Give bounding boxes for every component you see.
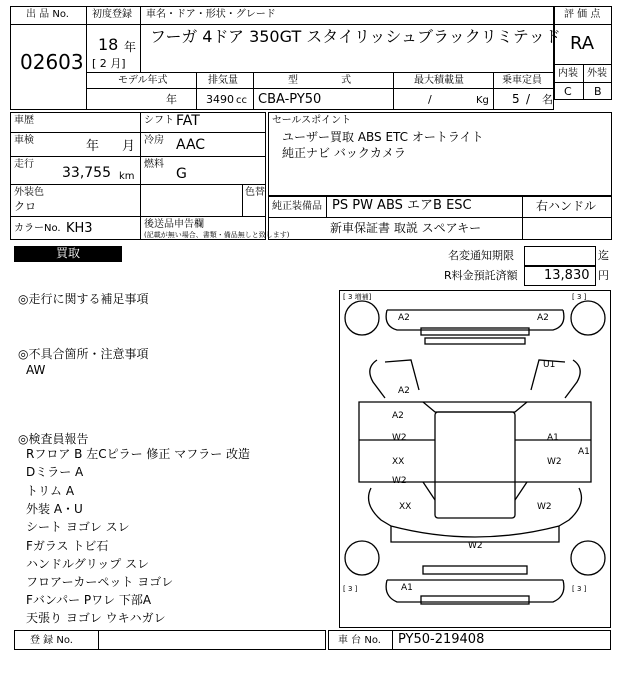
- mark-pillar-right: U1: [543, 360, 556, 370]
- lot-number: 02603: [20, 50, 84, 74]
- exterior-label: 外装: [587, 68, 607, 79]
- color-no-label: カラーNo.: [14, 223, 61, 234]
- type-label: 型 式: [288, 75, 352, 86]
- inspector-line-3: トリム A: [26, 484, 75, 498]
- sales-point-2: 純正ナビ バックカメラ: [282, 146, 406, 160]
- chassis-label: 車 台 No.: [338, 635, 381, 646]
- year-unit: 年: [124, 40, 137, 54]
- km-unit: km: [119, 171, 135, 182]
- defect-item: AW: [26, 363, 46, 377]
- name-change-unit: 迄: [598, 249, 609, 262]
- handle-value: 右ハンドル: [536, 199, 597, 213]
- aftermarket-label: 後送品申告欄: [144, 219, 204, 230]
- inspector-line-2: Dミラー A: [26, 465, 84, 479]
- equipment-label: 純正装備品: [272, 201, 322, 212]
- inspection-year-unit: 年: [86, 139, 100, 154]
- recycle-unit: 円: [598, 269, 609, 282]
- mileage-label: 走行: [14, 159, 34, 170]
- mark-fender-left: A2: [392, 411, 404, 421]
- shift-label: シフト: [144, 115, 174, 126]
- kg-unit: Kg: [476, 95, 489, 106]
- mark-door-lr: W2: [392, 476, 407, 486]
- vehicle-name: フーガ 4ドア 350GT スタイリッシュブラックリミテッド: [150, 27, 561, 46]
- inspector-title: ◎検査員報告: [18, 432, 89, 446]
- rating-value: RA: [570, 33, 595, 54]
- max-load-label: 最大積載量: [414, 75, 464, 86]
- vehicle-label: 車名・ドア・形状・グレード: [146, 9, 276, 20]
- mark-door-rf: A1: [547, 433, 559, 443]
- history-label: 車歴: [14, 115, 34, 126]
- inspector-line-8: フロアーカーペット ヨゴレ: [26, 575, 174, 589]
- aftermarket-note: (記載が無い場合、書類・備品無しと致します): [144, 231, 290, 239]
- inspector-line-1: Rフロア B 左Cピラー 修正 マフラー 改造: [26, 447, 251, 461]
- interior-grade: C: [564, 85, 572, 98]
- max-load-value: /: [428, 93, 432, 106]
- sales-label: セールスポイント: [272, 115, 352, 126]
- inspector-line-5: シート ヨゴレ スレ: [26, 520, 130, 534]
- rating-label: 評 価 点: [564, 9, 601, 20]
- ext-color-label: 外装色: [14, 187, 44, 198]
- displacement-value: 3490: [206, 93, 234, 106]
- inspector-line-6: Fガラス トビ石: [26, 539, 109, 553]
- mileage-value: 33,755: [62, 165, 111, 181]
- capacity-value: 5: [512, 92, 520, 106]
- corner-tl: [ 3 増補]: [343, 293, 372, 301]
- shift-value: FAT: [176, 113, 200, 129]
- driving-notes-title: ◎走行に関する補足事項: [18, 292, 149, 306]
- mark-quarter-right: A1: [578, 447, 590, 457]
- displacement-label: 排気量: [208, 75, 238, 86]
- ext-color-value: クロ: [14, 200, 36, 213]
- lot-label: 出 品 No.: [26, 9, 69, 20]
- name-change-label: 名変通知期限: [448, 249, 514, 262]
- chassis-no: PY50-219408: [398, 632, 485, 647]
- inspector-line-7: ハンドルグリップ スレ: [26, 557, 150, 571]
- mark-door-lf2: XX: [392, 457, 405, 467]
- mark-door-rf2: W2: [547, 457, 562, 467]
- recycle-amount: 13,830: [544, 268, 590, 283]
- capacity-label: 乗車定員: [502, 75, 542, 86]
- mark-rear-bumper: A1: [401, 583, 413, 593]
- aircon-value: AAC: [176, 137, 206, 153]
- color-no-value: KH3: [66, 221, 93, 236]
- defects-title: ◎不具合箇所・注意事項: [18, 347, 149, 361]
- corner-br: [ 3 ]: [572, 585, 587, 593]
- fuel-label: 燃料: [144, 159, 164, 170]
- purchase-bar: 買取: [14, 246, 122, 262]
- fuel-value: G: [176, 166, 187, 182]
- capacity-unit: 名: [542, 93, 553, 106]
- interior-label: 内装: [558, 68, 578, 79]
- corner-tr: [ 3 ]: [572, 293, 587, 301]
- exterior-grade: B: [594, 85, 602, 98]
- inspection-month-unit: 月: [122, 139, 136, 154]
- sales-point-1: ユーザー買取 ABS ETC オートライト: [282, 130, 484, 144]
- mark-door-lf: W2: [392, 433, 407, 443]
- mark-trunk: W2: [468, 541, 483, 551]
- car-diagram: [339, 290, 611, 628]
- mark-hood: A2: [398, 386, 410, 396]
- reg-no-label: 登 録 No.: [30, 635, 73, 646]
- capacity-sep: /: [526, 92, 531, 106]
- inspector-line-10: 天張り ヨゴレ ウキハガレ: [26, 611, 166, 625]
- first-reg-label: 初度登録: [92, 9, 132, 20]
- inspection-label: 車検: [14, 135, 34, 146]
- inspector-line-4: 外装 A・U: [26, 502, 83, 516]
- recycle-label: R料金預託済額: [444, 269, 518, 282]
- mark-door-rr: W2: [537, 502, 552, 512]
- mark-front-left: A2: [398, 313, 410, 323]
- first-reg-month: [ 2 月]: [92, 57, 126, 70]
- color-change-label: 色替: [245, 187, 265, 198]
- first-reg-year: 18: [98, 35, 119, 54]
- type-value: CBA-PY50: [258, 92, 322, 107]
- corner-bl: [ 3 ]: [343, 585, 358, 593]
- aircon-label: 冷房: [144, 135, 164, 146]
- warranty-value: 新車保証書 取説 スペアキー: [330, 221, 482, 235]
- equipment-value: PS PW ABS エアB ESC: [332, 198, 472, 213]
- model-year-unit: 年: [166, 93, 177, 106]
- mark-door-lr2: XX: [399, 502, 412, 512]
- inspector-line-9: Fバンパー Pワレ 下部A: [26, 593, 152, 607]
- name-change-box: [524, 246, 596, 266]
- model-year-label: モデル年式: [118, 75, 168, 86]
- mark-front-right: A2: [537, 313, 549, 323]
- cc-unit: cc: [236, 95, 247, 106]
